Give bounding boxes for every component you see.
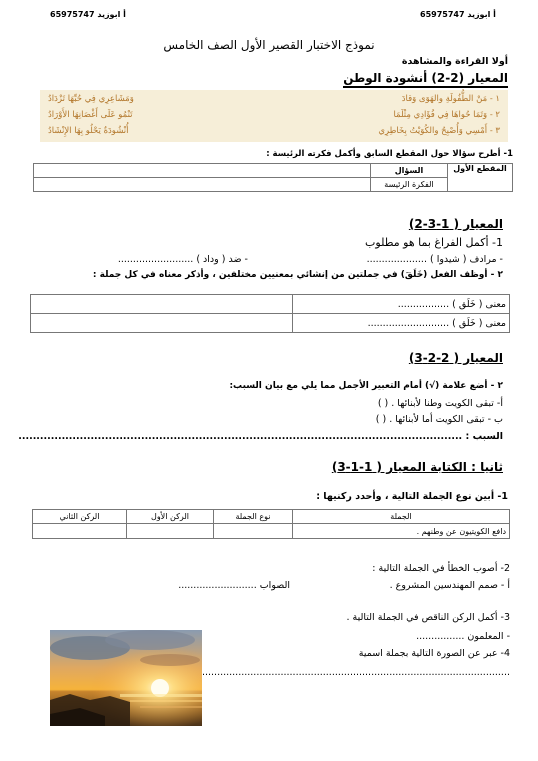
correction-line[interactable]: الصواب .......................... <box>178 580 290 591</box>
col-type-header: نوع الجملة <box>214 510 293 524</box>
main-idea-answer-cell[interactable] <box>34 178 371 192</box>
option-a[interactable]: أ- تبقى الكويت وطنا لأبنائها . ( ) <box>377 398 503 409</box>
sentence-cell: دافع الكويتيون عن وطنهم . <box>293 524 510 539</box>
question-choose-expression: ٢ - أضع علامة (√) أمام التعبير الأجمل مما يلي مع بيان السبب: <box>229 381 503 391</box>
verse-1-right: ١ - مَنْ الطُّفُولَةِ والهَوَى وَقادَ <box>401 94 500 104</box>
option-b[interactable]: ب - تبقى الكويت أما لأبنائها . ( ) <box>375 414 503 425</box>
verse-3-right: ٣ - أَمْسِي وَأُصْبِحُ والكُوَيْتُ بِخَاطِرِي <box>378 126 500 136</box>
verb-meaning-table <box>30 294 510 333</box>
first-pillar-answer-cell[interactable] <box>127 524 214 539</box>
criterion-expression: المعيار ( 2-2-3) <box>408 351 503 365</box>
criterion-anthem: المعيار (2-2) أنشودة الوطن <box>343 71 508 88</box>
antonym-item[interactable]: - ضد ( وداد ) ......................... <box>117 254 248 265</box>
question-correct-error: 2- أصوب الخطأ في الجملة التالية : <box>372 563 510 574</box>
verse-1-left: وَمَشَاعِرِي فِي حُبِّهَا تَزْدَادُ <box>48 94 134 104</box>
col-question-header: السؤال <box>371 164 448 178</box>
question-complete-pillar: 3- أكمل الركن الناقص في الجملة التالية . <box>346 612 510 623</box>
question-use-verb: ٢ - أوظف الفعل (خَلَقَ) في جملتين من إنشائي بمعنيين مختلفين ، وأذكر معناه في كل جملة : <box>92 270 503 280</box>
col-first-pillar-header: الركن الأول <box>127 510 214 524</box>
verse-2-right: ٢ - وَتَمَا حُواهَا فِي فُؤَادِي مِثْلَمَا <box>393 110 500 120</box>
verse-3-left: أُنْشُودَةٌ يَحْلُو بِهَا الإِنْشَادُ <box>48 126 129 136</box>
sunset-image <box>50 630 202 726</box>
question-ask-about-passage: 1- أطرح سؤالا حول المقطع السابق وأكمل فكرته الرئيسة : <box>266 149 513 159</box>
criterion-vocabulary: المعيار ( 1-3-2) <box>408 217 503 231</box>
second-pillar-answer-cell[interactable] <box>33 524 127 539</box>
section-writing-title: ثانيا : الكتابة المعيار ( 1-1-3) <box>331 460 503 474</box>
synonym-item[interactable]: - مرادف ( شيدوا ) .................... <box>366 254 503 265</box>
incomplete-sentence[interactable]: - المعلمون ................ <box>416 631 510 642</box>
type-answer-cell[interactable] <box>214 524 293 539</box>
teacher-contact-right: أ ابوزيد 65975747 <box>420 10 496 19</box>
sunset-svg <box>50 630 202 726</box>
meaning-1-cell[interactable]: معنى ( خَلَق ) ................. <box>293 295 510 314</box>
question-answer-cell[interactable] <box>34 164 371 178</box>
poem-box <box>40 90 508 142</box>
sentence-analysis-table <box>32 509 510 539</box>
sentence-1-cell[interactable] <box>31 295 293 314</box>
col-passage-header: المقطع الأول <box>448 164 513 192</box>
col-second-pillar-header: الركن الثاني <box>33 510 127 524</box>
image-description-line[interactable]: ...................................................................................................... <box>201 667 510 678</box>
main-idea-label: الفكرة الرئيسة <box>371 178 448 192</box>
passage-question-table <box>33 163 513 192</box>
question-fill-blanks: 1- أكمل الفراغ بما هو مطلوب <box>365 236 503 249</box>
sentence-2-cell[interactable] <box>31 314 293 333</box>
question-sentence-type: 1- أبين نوع الجملة التالية ، وأحدد ركنيها : <box>316 491 508 502</box>
col-sentence-header: الجملة <box>293 510 510 524</box>
reason-line[interactable]: السبب : ........................................................................................................................... <box>18 431 503 442</box>
question-describe-image: 4- عبر عن الصورة التالية بجملة اسمية <box>358 648 510 659</box>
teacher-contact-left: أ ابوزيد 65975747 <box>50 10 126 19</box>
verse-2-left: تَنْمُو عَلَى أَغْصَانِهَا الأَوْرَادُ <box>48 110 133 120</box>
section-reading-title: أولا القراءة والمشاهدة <box>401 56 508 67</box>
meaning-2-cell[interactable]: معنى ( خَلَق ) ........................... <box>293 314 510 333</box>
page-title: نموذج الاختبار القصير الأول الصف الخامس <box>163 38 375 52</box>
error-sentence: أ - صمم المهندسين المشروع . <box>389 580 510 591</box>
